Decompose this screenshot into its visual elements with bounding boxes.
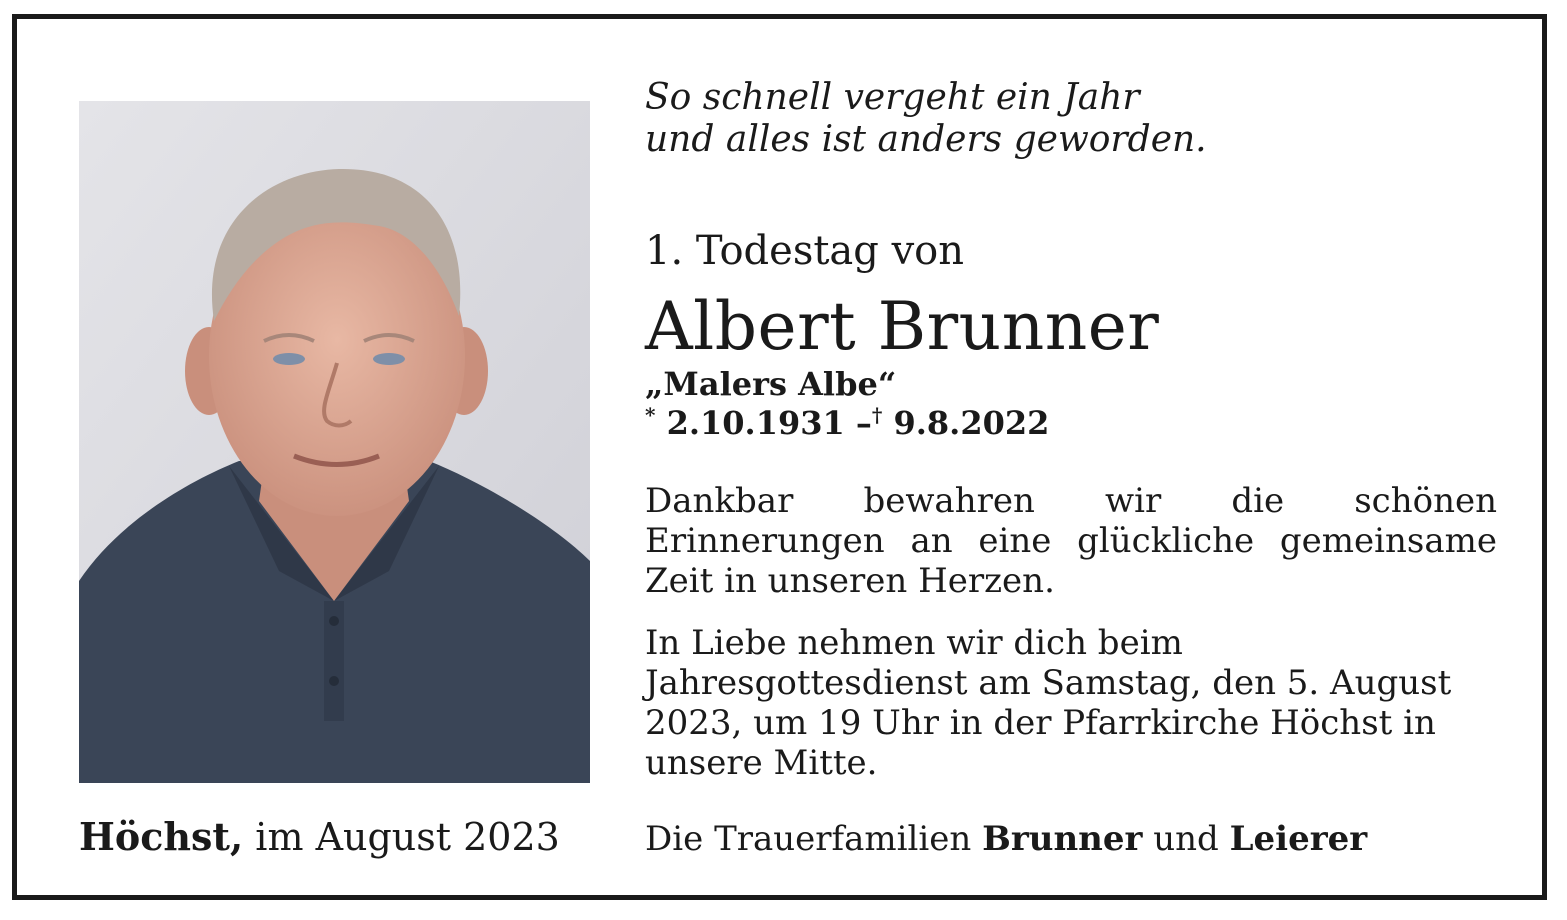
death-date: 9.8.2022: [893, 404, 1050, 442]
gratitude-paragraph: Dankbar bewahren wir die schönen Erinnerungen an eine glückliche gemeinsame Zeit in unseren Herzen.: [645, 481, 1497, 601]
family-name-2: Leierer: [1229, 819, 1368, 859]
death-symbol: †: [871, 403, 883, 427]
obituary-frame: [12, 14, 1547, 900]
birth-symbol: *: [645, 403, 656, 427]
obituary-text: [645, 77, 1497, 859]
portrait-photo: [79, 101, 590, 783]
birth-date: 2.10.1931: [666, 404, 845, 442]
date-text: im August 2023: [255, 815, 560, 859]
family-name-1: Brunner: [982, 819, 1143, 859]
deceased-name: Albert Brunner: [645, 288, 1160, 365]
anniversary-heading: 1. Todestag von: [645, 228, 965, 274]
portrait-illustration: [79, 101, 590, 783]
quote-line-2: und alles ist anders geworden.: [645, 119, 1207, 160]
quote-line-1: So schnell vergeht ein Jahr: [645, 77, 1140, 118]
service-paragraph: In Liebe nehmen wir dich beim Jahresgottesdienst am Samstag, den 5. August 2023, um 19 Uhr in der Pfarrkirche Höchst in unsere Mitte.: [645, 623, 1452, 783]
signature-prefix: Die Trauerfamilien: [645, 819, 972, 859]
date-separator: –: [855, 404, 872, 442]
family-signature: [645, 819, 1497, 859]
right-eye: [373, 353, 405, 365]
place-date-line: [79, 815, 560, 859]
left-eye: [273, 353, 305, 365]
deceased-nickname: „Malers Albe“: [645, 365, 897, 403]
signature-conjunction: und: [1153, 819, 1219, 859]
life-dates: [645, 403, 1497, 443]
memorial-quote: [645, 77, 1497, 161]
place-name: Höchst,: [79, 814, 244, 859]
